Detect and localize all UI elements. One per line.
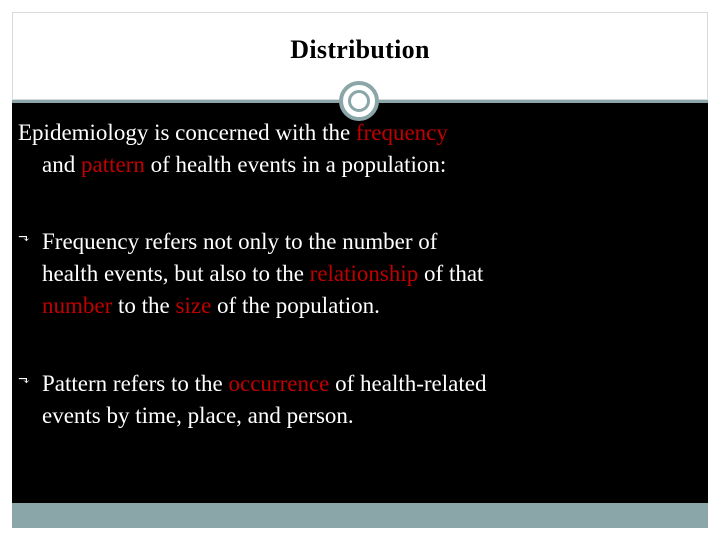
highlight-size: size <box>175 293 212 318</box>
word: the <box>322 120 351 145</box>
bullet-3 <box>18 368 672 432</box>
text: and <box>42 152 81 177</box>
text: of health events in a population: <box>144 152 447 177</box>
footer-bar <box>12 503 708 528</box>
text: refers to the <box>107 371 229 396</box>
word: events, <box>103 261 169 286</box>
highlight-pattern: pattern <box>80 152 145 177</box>
bullet-3-line-1 <box>18 368 672 400</box>
word: but <box>174 261 204 286</box>
bullet-1-line-2 <box>42 149 672 181</box>
word: not <box>202 229 233 254</box>
word: only <box>238 229 279 254</box>
text: to the <box>112 293 176 318</box>
highlight-occurrence: occurrence <box>228 371 330 396</box>
word: the <box>308 229 337 254</box>
curved-arrow-bullet-icon <box>0 115 18 147</box>
word: health <box>42 261 99 286</box>
bullet-2-line-2 <box>42 258 648 290</box>
slide-title: Distribution <box>290 35 430 64</box>
word: number <box>342 229 413 254</box>
text: of the population. <box>211 293 380 318</box>
word: to <box>252 261 271 286</box>
bullet-2-line-1 <box>18 226 672 258</box>
curved-arrow-bullet-icon: ⬎ <box>18 374 30 389</box>
word: with <box>275 120 317 145</box>
word: Pattern <box>42 371 108 396</box>
bullet-1 <box>18 117 672 181</box>
curved-arrow-bullet-icon: ⬎ <box>18 232 30 247</box>
text: of health-related <box>329 371 487 396</box>
highlight-frequency: frequency <box>355 120 448 145</box>
word: concerned <box>175 120 270 145</box>
word: is <box>154 120 170 145</box>
bullet-1-line-1 <box>18 117 672 149</box>
word: Epidemiology <box>18 120 149 145</box>
word: refers <box>144 229 198 254</box>
highlight-number: number <box>42 293 113 318</box>
ring-inner <box>348 90 370 112</box>
bullet-3-line-2: events by time, place, and person. <box>42 403 354 428</box>
word: to <box>284 229 303 254</box>
word: also <box>209 261 247 286</box>
word: the <box>275 261 304 286</box>
highlight-relationship: relationship <box>309 261 419 286</box>
bullet-2-line-3 <box>42 290 672 322</box>
word: of <box>424 261 444 286</box>
word: Frequency <box>42 229 140 254</box>
word: of <box>418 229 438 254</box>
word: that <box>448 261 484 286</box>
ring-ornament-icon <box>339 81 379 121</box>
bullet-2 <box>18 226 672 322</box>
